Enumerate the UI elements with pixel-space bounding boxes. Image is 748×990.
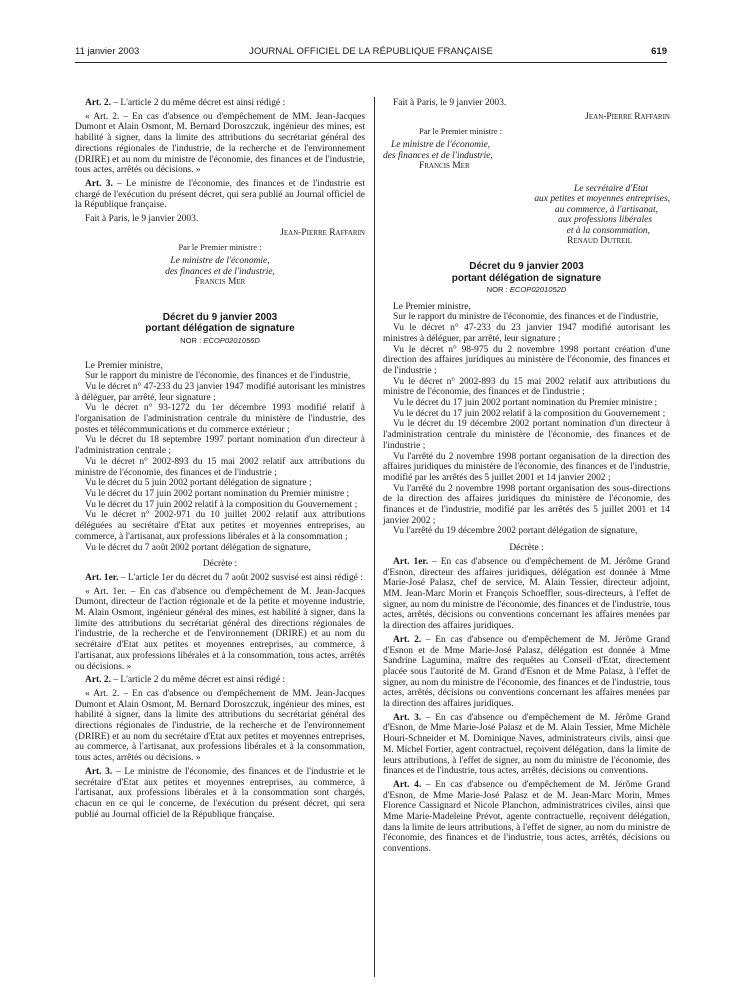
nor-reference: NOR : ECOP0201052D xyxy=(486,285,567,295)
header-page-number: 619 xyxy=(651,46,667,57)
article: Art. 2. – En cas d'absence ou d'empêchement de M. Jérôme Grand d'Esnon et de Mme Marie-José Palasz, délégation est donnée à Mme Sandrine Lagumina, maître des requêtes au Conseil d'Etat, directement placée sous l'autorité de M. Grand d'Esnon et de Mme Palasz, à l'effet de signer, au nom du ministre de l'économie, des finances et de l'industrie, tous actes, arrêtés, décisions ou conventions concernant les affaires menées par la direction des affaires juridiques. xyxy=(383,634,670,710)
visa: Sur le rapport du ministre de l'économie, des finances et de l'industrie, xyxy=(85,371,351,382)
par-premier-ministre: Par le Premier ministre : xyxy=(419,126,503,137)
visa: Vu le décret n° 93-1272 du 1er décembre 1993 modifié relatif à l'organisation de l'administration centrale du ministère de l'industrie, des postes et télécommunications et du commerce extérieur ; xyxy=(75,403,365,435)
visa: Vu le décret du 7 août 2002 portant délégation de signature, xyxy=(85,542,311,553)
decree-heading xyxy=(383,261,670,296)
article-label: Art. 3. xyxy=(85,766,113,777)
place-date: Fait à Paris, le 9 janvier 2003. xyxy=(85,214,199,225)
visa: Le Premier ministre, xyxy=(393,301,471,312)
visa: Vu l'arrêté du 2 novembre 1998 portant organisation de la direction des affaires juridiques du ministère de l'économie, des finances et de l'industrie, modifié par les arrêtés des 5 juillet 2001 et 14 janvier 2002 ; xyxy=(383,451,670,483)
header-rule xyxy=(75,62,667,63)
visa: Le Premier ministre, xyxy=(85,360,163,371)
secretary-title: aux petites et moyennes entreprises, xyxy=(534,194,670,205)
decree-subtitle: portant délégation de signature xyxy=(451,272,602,284)
article-label: Art. 1er. xyxy=(393,556,429,567)
column-divider xyxy=(374,97,375,977)
visa: Vu le décret n° 47-233 du 23 janvier 1947 modifié autorisant les ministres à déléguer, par arrêté, leur signature ; xyxy=(75,381,365,403)
quoted-article: « Art. 2. – En cas d'absence ou d'empêchement de MM. Jean-Jacques Dumont et Alain Osmont, M. Bernard Doroszczuk, ingénieur des mines, est habilité à signer, dans la limite des attributions du secrétariat général des directions régionales de l'industrie, de la recherche et de l'environnement (DRIRE) et au nom du ministre de l'économie, des finances et de l'industrie, tous actes, arrêtés ou décisions. » xyxy=(75,111,365,176)
minister-title: des finances et de l'industrie, xyxy=(383,150,493,161)
minister-name: Francis Mer xyxy=(194,277,246,288)
decrete: Décrète : xyxy=(509,543,544,554)
article-label: Art. 1er. xyxy=(85,572,119,583)
visa: Vu le décret n° 98-975 du 2 novembre 1998 portant création d'une direction des affaires juridiques au ministère de l'économie, des finances et de l'industrie ; xyxy=(383,344,670,376)
article: Art. 3. – En cas d'absence ou d'empêchement de M. Jérôme Grand d'Esnon, de Mme Marie-José Palasz et de M. Alain Tessier, Mme Michèle Houri-Schneider et M. Dominique Naves, administrateurs civils, ainsi que M. Michel Fortier, agent contractuel, reçoivent délégation, dans la limite de leurs attributions, à l'effet de signer, au nom du ministre de l'économie, des finances et de l'industrie, tous actes, arrêtés, décisions ou conventions. xyxy=(383,712,670,777)
minister-title: des finances et de l'industrie, xyxy=(165,266,275,277)
visa: Vu le décret du 17 juin 2002 portant nomination du Premier ministre ; xyxy=(85,488,350,499)
decree-heading xyxy=(75,312,365,347)
decree-title: Décret du 9 janvier 2003 xyxy=(162,311,278,323)
secretary-title: aux professions libérales xyxy=(557,215,652,226)
article-label: Art. 2. xyxy=(85,675,111,686)
signatory: Jean-Pierre Raffarin xyxy=(585,111,670,122)
quoted-article: « Art. 1er. – En cas d'absence ou d'empêchement de M. Jean-Jacques Dumont, directeur de l'action régionale et de la petite et moyenne industrie, M. Alain Osmont, ingénieur général des mines, est habilité à signer, dans la limite des attributions du secrétariat général des directions régionales de l'industrie, de la recherche et de l'environnement (DRIRE) et au nom du secrétaire d'Etat aux petites et moyennes entreprises, au commerce, à l'artisanat, aux professions libérales et à la consommation, tous actes, arrêtés ou décisions. » xyxy=(75,586,365,672)
decrete: Décrète : xyxy=(202,559,238,570)
right-column xyxy=(383,98,670,855)
decree-subtitle: portant délégation de signature xyxy=(145,323,295,335)
decree-title: Décret du 9 janvier 2003 xyxy=(469,261,584,273)
article: Art. 3. – Le ministre de l'économie, des finances et de l'industrie et le secrétaire d'Etat aux petites et moyennes entreprises, au commerce, à l'artisanat, aux professions libérales et à la consommation sont chargés, chacun en ce qui le concerne, de l'exécution du présent décret, qui sera publié au Journal officiel de la République française. xyxy=(75,766,365,820)
article-label: Art. 4. xyxy=(393,779,422,790)
visa: Vu le décret n° 2002-971 du 10 juillet 2002 relatif aux attributions déléguées au secrétaire d'Etat aux petites et moyennes entreprises, au commerce, à l'artisanat, aux professions libérales et à la consommation ; xyxy=(75,510,365,542)
visas xyxy=(383,302,670,537)
visa: Vu l'arrêté du 19 décembre 2002 portant délégation de signature, xyxy=(393,526,638,537)
article: Art. 4. – En cas d'absence ou d'empêchement de M. Jérôme Grand d'Esnon, de Mme Marie-José Palasz et de M. Jean-Marc Morin, Mmes Florence Cassignard et Nicole Planchon, administratrices civiles, ainsi que Mme Marie-Madeleine Prévot, agente contractuelle, reçoivent délégation, dans la limite de leurs attributions, à l'effet de signer, au nom du ministre de l'économie, des finances et de l'industrie, tous actes, arrêtés, décisions ou conventions. xyxy=(383,779,670,855)
visa: Vu le décret du 17 juin 2002 relatif à la composition du Gouvernement ; xyxy=(393,408,666,419)
article: Art. 2. – L'article 2 du même décret est ainsi rédigé : xyxy=(85,98,286,108)
visa: Vu le décret du 17 juin 2002 relatif à la composition du Gouvernement ; xyxy=(85,499,358,510)
quoted-article: « Art. 2. – En cas d'absence ou d'empêchement de MM. Jean-Jacques Dumont et Alain Osmont, M. Bernard Doroszczuk, ingénieur des mines, est habilité à signer, dans la limite des attributions du secrétariat général des directions régionales de l'industrie, de la recherche et de l'environnement (DRIRE) et au nom du secrétaire d'Etat aux petites et moyennes entreprises, au commerce, à l'artisanat, aux professions libérales et à la consommation, tous actes, arrêtés ou décisions. » xyxy=(75,688,365,764)
par-premier-ministre: Par le Premier ministre : xyxy=(178,242,262,253)
article: Art. 2. – L'article 2 du même décret est ainsi rédigé : xyxy=(85,675,286,686)
running-header xyxy=(75,46,667,60)
place-date: Fait à Paris, le 9 janvier 2003. xyxy=(393,98,507,108)
minister-title: Le ministre de l'économie, xyxy=(170,256,270,267)
visa: Vu le décret n° 2002-893 du 15 mai 2002 relatif aux attributions du ministre de l'économie, des finances et de l'industrie ; xyxy=(383,376,670,398)
visa: Sur le rapport du ministre de l'économie, des finances et de l'industrie, xyxy=(393,312,659,323)
article: Art. 1er. – En cas d'absence ou d'empêchement de M. Jérôme Grand d'Esnon, directeur des affaires juridiques, délégation est donnée à Mme Marie-José Palasz, chef de service, M. Alain Tessier, directeur adjoint, MM. Jean-Marc Morin et François Schoeffler, sous-directeurs, à l'effet de signer, au nom du ministre de l'économie, des finances et de l'industrie, tous actes, arrêtés, décisions ou conventions concernant les affaires menées par la direction des affaires juridiques. xyxy=(383,556,670,632)
visa: Vu le décret n° 47-233 du 23 janvier 1947 modifié autorisant les ministres à déléguer, par arrêté, leur signature ; xyxy=(383,323,670,344)
left-column xyxy=(75,98,365,820)
visa: Vu le décret du 19 décembre 2002 portant nomination d'un directeur à l'administration centrale du ministère de l'économie, des finances et de l'industrie ; xyxy=(383,419,670,451)
article: Art. 1er. – L'article 1er du décret du 7 août 2002 susvisé est ainsi rédigé : xyxy=(85,572,363,583)
secretary-title: Le secrétaire d'Etat xyxy=(573,183,648,194)
article-label: Art. 2. xyxy=(393,634,422,645)
visas xyxy=(75,361,365,554)
visa: Vu le décret n° 2002-893 du 15 mai 2002 relatif aux attributions du ministre de l'économie, des finances et de l'industrie ; xyxy=(75,456,365,478)
visa: Vu l'arrêté du 2 novembre 1998 portant organisation des sous-directions de la direction des affaires juridiques du ministère de l'économie, des finances et de l'industrie, modifié par les arrêtés des 5 juillet 2001 et 14 janvier 2002 ; xyxy=(383,483,670,526)
visa: Vu le décret du 17 juin 2002 portant nomination du Premier ministre ; xyxy=(393,398,658,409)
article-label: Art. 2. xyxy=(85,98,111,108)
minister-name: Francis Mer xyxy=(419,161,470,172)
header-journal-title: JOURNAL OFFICIEL DE LA RÉPUBLIQUE FRANÇAISE xyxy=(249,46,493,57)
nor-reference: NOR : ECOP0201056D xyxy=(180,335,260,345)
signatory: Jean-Pierre Raffarin xyxy=(280,227,365,238)
minister-title: Le ministre de l'économie, xyxy=(391,140,491,151)
article-label: Art. 3. xyxy=(85,178,113,189)
visa: Vu le décret du 5 juin 2002 portant délégation de signature ; xyxy=(85,478,312,489)
secretary-title: au commerce, à l'artisanat, xyxy=(554,204,658,215)
visa: Vu le décret du 18 septembre 1997 portant nomination d'un directeur à l'administration centrale ; xyxy=(75,435,365,457)
article-label: Art. 3. xyxy=(393,712,422,723)
header-date: 11 janvier 2003 xyxy=(75,46,140,57)
article: Art. 3. – Le ministre de l'économie, des finances et de l'industrie est chargé de l'exécution du présent décret, qui sera publié au Journal officiel de la République française. xyxy=(75,178,366,211)
secretary-name: Renaud Dutreil xyxy=(567,236,632,247)
secretary-title: et à la consommation, xyxy=(566,225,650,236)
